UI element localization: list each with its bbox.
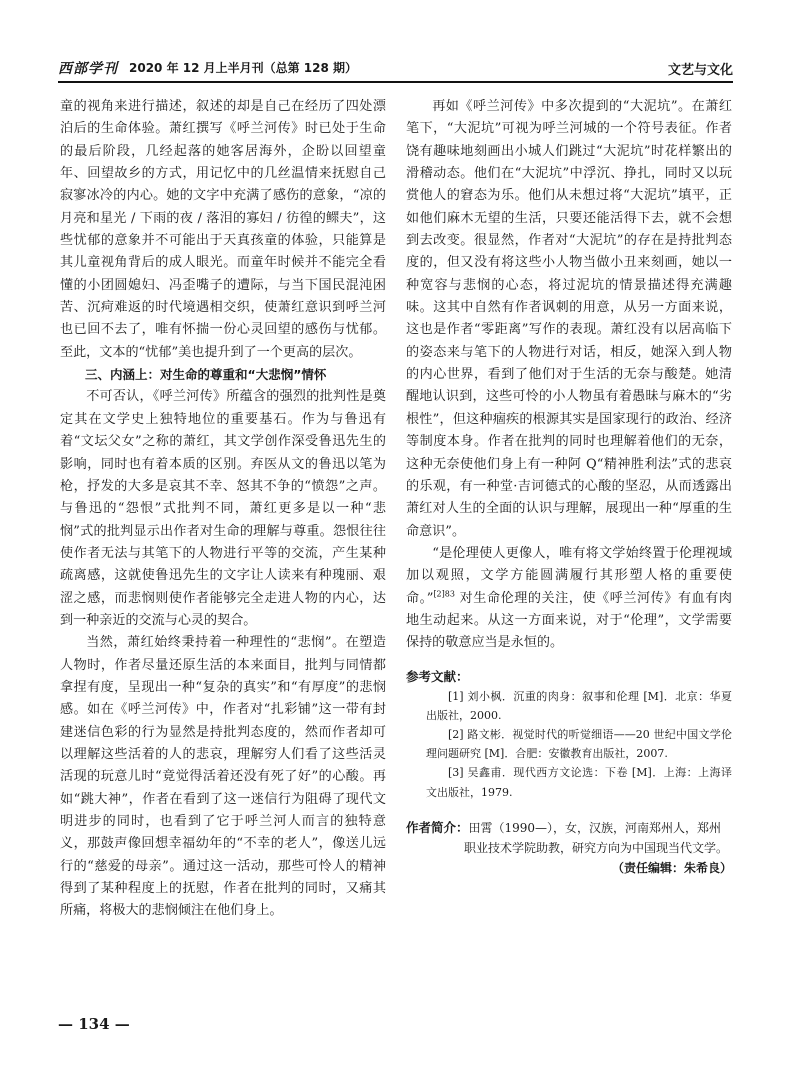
journal-logo: 西部学刊: [58, 61, 118, 77]
paragraph: 不可否认，《呼兰河传》所蕴含的强烈的批判性是奠定其在文学史上独特地位的重要基石。作为与鲁迅有着“文坛父女”之称的萧红，其文学创作深受鲁迅先生的影响，同时也有着本质的区别。弃医从文的鲁迅以笔为枪，抒发的大多是哀其不幸、怒其不争的“愤怨”之声。与鲁迅的“怨恨”式批判不同，萧红更多是以一种“悲悯”式的批判显示出作者对生命的理解与尊重。怨恨往往使作者无法与其笔下的人物进行平等的交流，产生某种疏离感，这就使鲁迅先生的文字让人读来有种瑰丽、艰涩之感，而悲悯则使作者能够完全走进人物的内心，达到一种亲近的交流与心灵的契合。: [60, 389, 386, 628]
right-column: [406, 96, 732, 878]
paragraph: 当然，萧红始终秉持着一种理性的“悲悯”。在塑造人物时，作者尽量还原生活的本来面目，批判与同情都拿捏有度，呈现出一种“复杂的真实”和“有厚度”的悲悯感。如在《呼兰河传》中，作者对“扎彩铺”这一带有封建迷信色彩的行为显然是持批判态度的，然而作者却可以理解这些活着的人的悲哀，理解穷人们看了这些活灵活现的玩意儿时“竟觉得活着还没有死了好”的心酸。再如“跳大神”，作者在看到了这一迷信行为阻碍了现代文明进步的同时，也看到了它于呼兰河人而言的独特意义，那鼓声像回想幸福幼年的“不幸的老人”，像送儿远行的“慈爱的母亲”。通过这一活动，那些可怜人的精神得到了某种程度上的抚慰，作者在批判的同时，又痛其所痛，将极大的悲悯倾注在他们身上。: [60, 635, 386, 919]
responsible-editor: （责任编辑：朱希良）: [611, 860, 732, 875]
paragraph: 再如《呼兰河传》中多次提到的“大泥坑”。在萧红笔下，“大泥坑”可视为呼兰河城的一个符号表征。作者饶有趣味地刻画出小城人们跳过“大泥坑”时花样繁出的滑稽动态。他们在“大泥坑”中浮沉、挣扎，同时又以玩赏他人的窘态为乐。他们从未想过将“大泥坑”填平，正如他们麻木无望的生活，只要还能活得下去，就不会想到去改变。很显然，作者对“大泥坑”的存在是持批判态度的，但又没有将这些小人物当做小丑来刻画，她以一种宽容与悲悯的心态，将过泥坑的情景描述得充满趣味。这其中自然有作者讽刺的用意，从另一方面来说，这也是作者“零距离”写作的表现。萧红没有以居高临下的姿态来与笔下的人物进行对话，相反，她深入到人物的内心世界，看到了他们对于生活的无奈与酸楚。她清醒地认识到，这些可怜的小人物虽有着愚昧与麻木的“劣根性”，但这种痼疾的根源其实是国家现行的政治、经济等制度本身。作者在批判的同时也理解着他们的无奈，这种无奈使他们身上有一种阿 Q“精神胜利法”式的悲哀的乐观，有一种堂·吉诃德式的心酸的坚忍，从而透露出萧红对人生的全面的认识与理解，展现出一种“厚重的生命意识”。: [406, 99, 732, 539]
author-text: 田霄（1990—），女，汉族，河南郑州人，郑州职业技术学院助教，研究方向为中国现当代文学。: [464, 820, 729, 855]
references-title: 参考文献：: [406, 668, 469, 684]
page-header: [58, 56, 733, 80]
citation-mark: [2]83: [433, 589, 455, 599]
reference-item: [2] 路文彬．视觉时代的听觉细语——20 世纪中国文学伦理问题研究 [M]．合肥：安徽教育出版社，2007.: [426, 728, 732, 761]
issue-info: 2020 年 12 月上半月刊（总第 128 期）: [129, 61, 358, 75]
reference-item: [1] 刘小枫．沉重的肉身：叙事和伦理 [M]．北京：华夏出版社，2000.: [426, 689, 732, 722]
header-rule: [58, 81, 733, 83]
section-title: 文艺与文化: [667, 63, 733, 78]
quote-paragraph: [406, 543, 732, 655]
page-number: — 134 —: [58, 1015, 130, 1033]
left-column: [60, 96, 386, 923]
quote-text: “是伦理使人更像人，唯有将文学始终置于伦理视域加以观照，文学方能圆满履行其形塑人格的重要使命。”: [406, 545, 732, 606]
section-heading: 三、内涵上：对生命的尊重和“大悲悯”情怀: [85, 367, 327, 383]
reference-item: [3] 吴鑫甫．现代西方文论选：下卷 [M]．上海：上海译文出版社，1979.: [426, 766, 732, 799]
author-label: 作者简介：: [406, 819, 469, 835]
author-bio: [406, 818, 732, 858]
paragraph-text: 对生命伦理的关注，使《呼兰河传》有血有肉地生动起来。从这一方面来说，对于“伦理”，文学需要保持的敬意应当是永恒的。: [406, 590, 732, 651]
paragraph: 童的视角来进行描述，叙述的却是自己在经历了四处漂泊后的生命体验。萧红撰写《呼兰河传》时已处于生命的最后阶段，几经起落的她客居海外，企盼以回望童年、回望故乡的方式，用记忆中的几丝温情来抚慰自己寂寥冰冷的内心。她的文字中充满了感伤的意象，“凉的月亮和星光 / 下雨的夜 / 落泪的寡妇 / 彷徨的鳏夫”，这些忧郁的意象并不可能出于天真孩童的体验，只能算是其儿童视角背后的成人眼光。而童年时候并不能完全看懂的小团圆媳妇、冯歪嘴子的遭际，与当下国民混沌困苦、沉疴难返的时代境遇相交织，使萧红意识到呼兰河也已回不去了，唯有怀揣一份心灵回望的感伤与忧郁。至此，文本的“忧郁”美也提升到了一个更高的层次。: [60, 99, 386, 360]
